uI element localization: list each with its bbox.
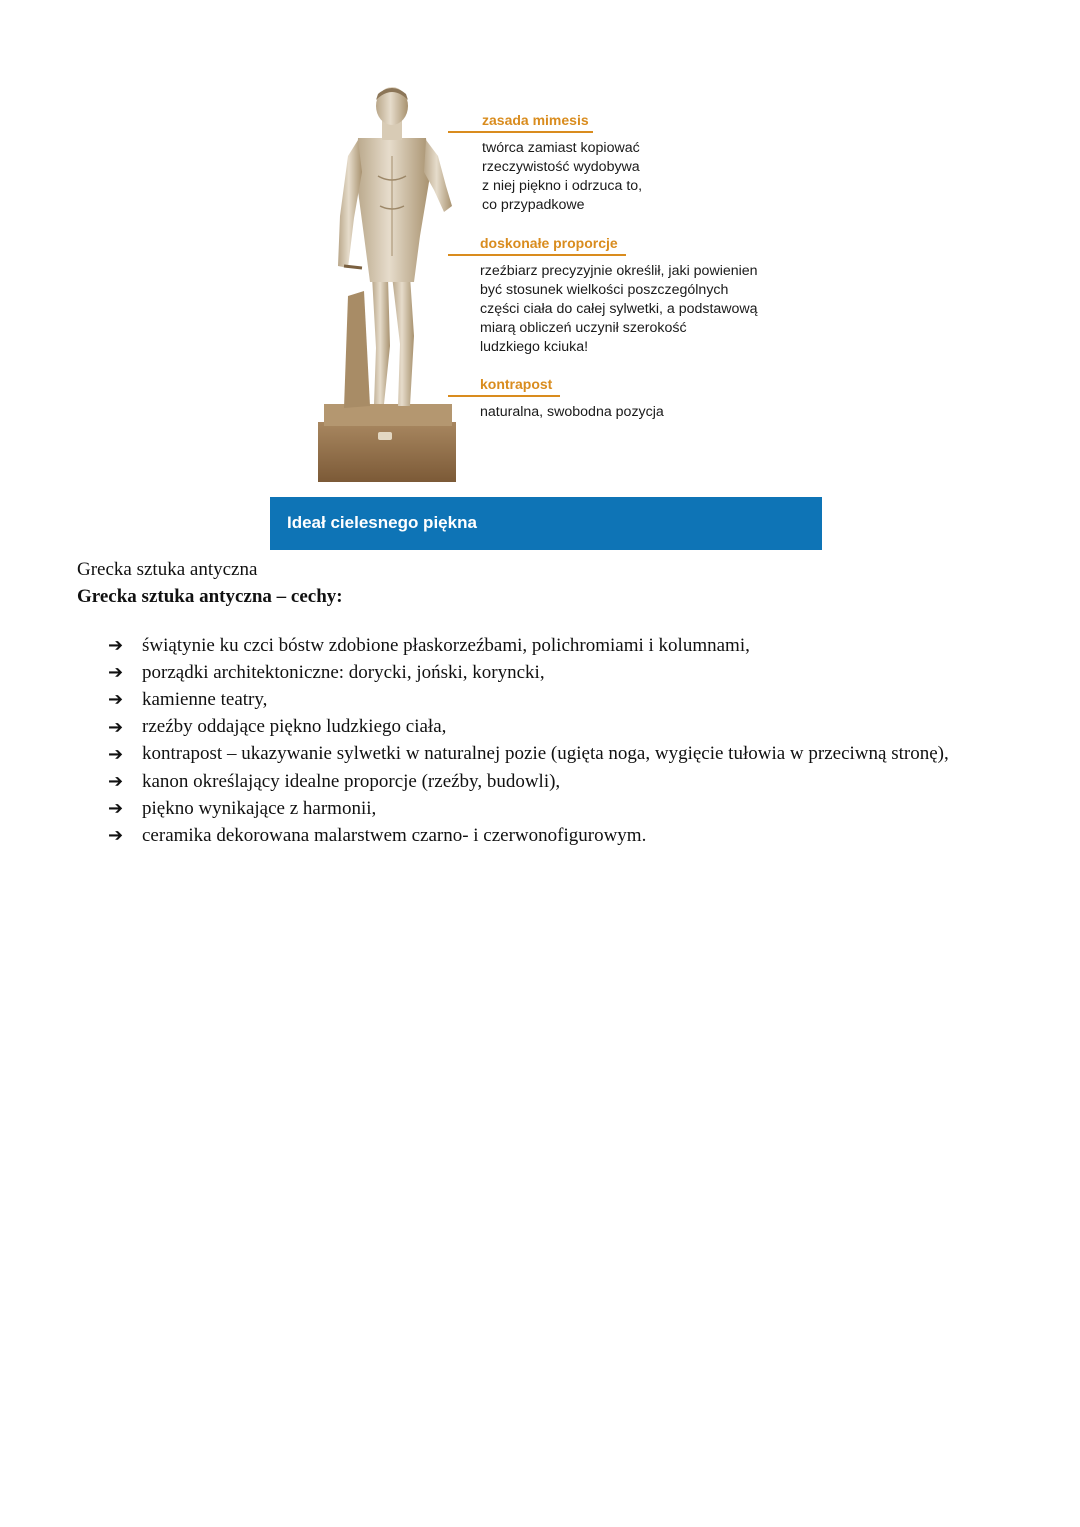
list-item: ➔ kontrapost – ukazywanie sylwetki w naturalnej pozie (ugięta noga, wygięcie tułowia w przeciwną stronę),: [108, 743, 949, 765]
arrow-right-icon: ➔: [108, 635, 124, 657]
statue-image: [318, 86, 460, 482]
list-item: ➔ ceramika dekorowana malarstwem czarno- i czerwonofigurowym.: [108, 824, 647, 847]
annotation-text: rzeźbiarz precyzyjnie określił, jaki powienien być stosunek wielkości poszczególnych części ciała do całej sylwetki, a podstawową miarą obliczeń uczynił szerokość ludzkiego kciuka!: [480, 263, 758, 355]
list-item: ➔ kanon określający idealne proporcje (rzeźby, budowli),: [108, 770, 561, 793]
figure-banner: [270, 497, 822, 550]
annotation-divider: [448, 395, 560, 397]
arrow-right-icon: ➔: [108, 771, 124, 793]
annotation-text: twórca zamiast kopiować rzeczywistość wydobywa z niej piękno i odrzuca to, co przypadkowe: [482, 140, 643, 213]
annotation-proportions: [448, 235, 758, 357]
annotation-divider: [448, 131, 593, 133]
arrow-right-icon: ➔: [108, 798, 124, 820]
arrow-right-icon: ➔: [108, 662, 124, 684]
document-subtitle: Grecka sztuka antyczna: [77, 559, 258, 580]
annotation-mimesis: [448, 112, 642, 215]
list-item: ➔ porządki architektoniczne: dorycki, joński, koryncki,: [108, 661, 545, 684]
banner-title: Ideał cielesnego piękna: [287, 513, 477, 532]
document-heading: Grecka sztuka antyczna – cechy:: [77, 586, 343, 607]
annotation-contrapposto: [448, 376, 664, 422]
list-item: ➔ świątynie ku czci bóstw zdobione płaskorzeźbami, polichromiami i kolumnami,: [108, 634, 750, 657]
annotation-divider: [448, 254, 626, 256]
arrow-right-icon: ➔: [108, 716, 124, 738]
annotation-title: doskonałe proporcje: [480, 235, 618, 251]
list-item: ➔ kamienne teatry,: [108, 688, 268, 711]
features-list: [108, 632, 949, 850]
annotation-title: zasada mimesis: [482, 112, 589, 128]
list-item: ➔ piękno wynikające z harmonii,: [108, 797, 377, 820]
list-item: ➔ rzeźby oddające piękno ludzkiego ciała,: [108, 716, 447, 738]
statue-figure: [270, 80, 822, 550]
arrow-right-icon: ➔: [108, 743, 124, 765]
arrow-right-icon: ➔: [108, 825, 124, 847]
annotation-text: naturalna, swobodna pozycja: [480, 404, 664, 420]
annotation-title: kontrapost: [480, 376, 553, 392]
arrow-right-icon: ➔: [108, 689, 124, 711]
